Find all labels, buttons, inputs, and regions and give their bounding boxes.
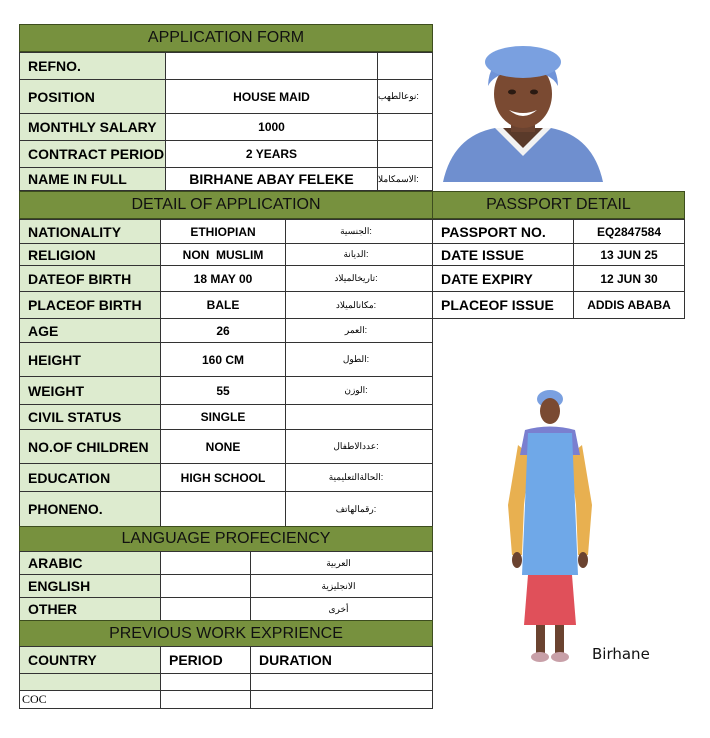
detail-of-application-header <box>19 191 433 219</box>
application-form-title: APPLICATION FORM <box>147 29 305 46</box>
language-english-level <box>160 574 251 598</box>
monthly-salary-label: MONTHLY SALARY <box>19 113 166 141</box>
civil-status-arabic <box>285 404 433 430</box>
date-expiry-value: 12 JUN 30 <box>573 265 685 292</box>
language-arabic-level <box>160 551 251 575</box>
nationality-label: NATIONALITY <box>19 219 161 244</box>
name-arabic: :الاسمكاملا <box>377 167 433 191</box>
coc-row-period <box>160 690 251 709</box>
weight-label: WEIGHT <box>19 376 161 405</box>
height-label: HEIGHT <box>19 342 161 377</box>
passport-no-value: EQ2847584 <box>573 219 685 244</box>
previous-work-header <box>19 620 433 647</box>
children-value: NONE <box>160 429 286 464</box>
application-form-header <box>19 24 433 52</box>
religion-arabic: :الديانة <box>285 243 433 266</box>
nationality-value: ETHIOPIAN <box>160 219 286 244</box>
nationality-arabic: :الجنسية <box>285 219 433 244</box>
religion-label: RELIGION <box>19 243 161 266</box>
education-label: EDUCATION <box>19 463 161 492</box>
age-value: 26 <box>160 318 286 343</box>
place-of-issue-value: ADDIS ABABA <box>573 291 685 319</box>
weight-arabic: :الوزن <box>285 376 433 405</box>
language-arabic-arabic: العربية <box>250 551 433 575</box>
phone-arabic: :رقمالهاتف <box>285 491 433 527</box>
date-issue-value: 13 JUN 25 <box>573 243 685 266</box>
language-other-label: OTHER <box>19 597 161 621</box>
place-of-birth-arabic: :مكانالميلاد <box>285 291 433 319</box>
monthly-salary-value: 1000 <box>165 113 378 141</box>
place-of-birth-label: PLACEOF BIRTH <box>19 291 161 319</box>
applicant-full-body-photo <box>500 385 600 670</box>
name-value: BIRHANE ABAY FELEKE <box>165 167 378 191</box>
age-label: AGE <box>19 318 161 343</box>
position-arabic: :نوعالطهب <box>377 79 433 114</box>
education-arabic: :الحالةالتعليمية <box>285 463 433 492</box>
phone-label: PHONENO. <box>19 491 161 527</box>
place-of-issue-label: PLACEOF ISSUE <box>432 291 574 319</box>
language-other-level <box>160 597 251 621</box>
detail-of-application-title: DETAIL OF APPLICATION <box>131 196 321 213</box>
position-label: POSITION <box>19 79 166 114</box>
monthly-salary-arabic <box>377 113 433 141</box>
photo-caption: Birhane <box>592 645 650 663</box>
previous-work-title: PREVIOUS WORK EXPRIENCE <box>109 624 343 642</box>
language-other-arabic: أخرى <box>250 597 433 621</box>
education-value: HIGH SCHOOL <box>160 463 286 492</box>
work-duration-header: DURATION <box>250 646 433 674</box>
civil-status-value: SINGLE <box>160 404 286 430</box>
language-proficiency-header <box>19 526 433 552</box>
language-english-label: ENGLISH <box>19 574 161 598</box>
contract-period-value: 2 YEARS <box>165 140 378 168</box>
contract-period-arabic <box>377 140 433 168</box>
date-expiry-label: DATE EXPIRY <box>432 265 574 292</box>
date-of-birth-label: DATEOF BIRTH <box>19 265 161 292</box>
age-arabic: :العمر <box>285 318 433 343</box>
name-label: NAME IN FULL <box>19 167 166 191</box>
children-arabic: :عددالاطفال <box>285 429 433 464</box>
children-label: NO.OF CHILDREN <box>19 429 161 464</box>
height-value: 160 CM <box>160 342 286 377</box>
refno-arabic <box>377 52 433 80</box>
refno-label: REFNO. <box>19 52 166 80</box>
work-row-period <box>160 673 251 691</box>
work-row-duration <box>250 673 433 691</box>
religion-value: NON MUSLIM <box>160 243 286 266</box>
language-proficiency-title: LANGUAGE PROFECIENCY <box>121 530 331 547</box>
work-period-header: PERIOD <box>160 646 251 674</box>
work-row-country <box>19 673 161 691</box>
coc-row-duration <box>250 690 433 709</box>
place-of-birth-value: BALE <box>160 291 286 319</box>
language-english-arabic: الانجليزية <box>250 574 433 598</box>
applicant-portrait-photo <box>433 24 613 182</box>
civil-status-label: CIVIL STATUS <box>19 404 161 430</box>
language-arabic-label: ARABIC <box>19 551 161 575</box>
date-issue-label: DATE ISSUE <box>432 243 574 266</box>
refno-value <box>165 52 378 80</box>
coc-cell: COC <box>19 690 161 709</box>
passport-no-label: PASSPORT NO. <box>432 219 574 244</box>
phone-value <box>160 491 286 527</box>
date-of-birth-arabic: :تاريخالميلاد <box>285 265 433 292</box>
passport-detail-header <box>432 191 685 219</box>
work-country-header: COUNTRY <box>19 646 161 674</box>
weight-value: 55 <box>160 376 286 405</box>
height-arabic: :الطول <box>285 342 433 377</box>
date-of-birth-value: 18 MAY 00 <box>160 265 286 292</box>
contract-period-label: CONTRACT PERIOD <box>19 140 166 168</box>
passport-detail-title: PASSPORT DETAIL <box>486 196 631 213</box>
position-value: HOUSE MAID <box>165 79 378 114</box>
